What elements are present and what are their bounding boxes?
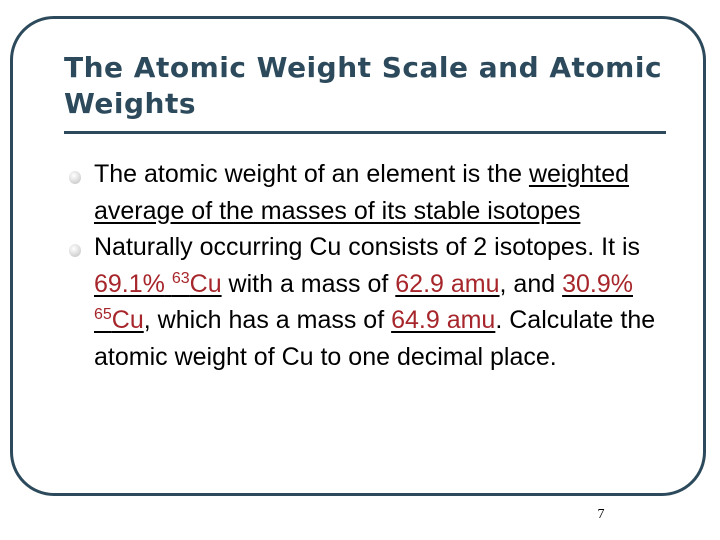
definition-text: The atomic weight of an element is the	[94, 160, 529, 188]
bullet-copper-isotopes	[66, 229, 666, 375]
bullet-icon	[69, 244, 81, 257]
bullet-list	[66, 156, 666, 375]
copper-text-mid3: , which has a mass of	[143, 306, 392, 334]
bullet-icon	[69, 171, 81, 184]
cu63-abundance: 69.1% $^{63}$Cu	[94, 269, 222, 298]
cu65-mass: 64.9 amu	[391, 306, 496, 334]
definition-underlined-text: weighted average of the masses of its stable isotopes	[94, 160, 630, 225]
cu63-mass: 62.9 amu	[395, 269, 500, 298]
slide-number: 7	[597, 507, 605, 522]
slide-title: The Atomic Weight Scale and Atomic Weights	[64, 51, 663, 120]
copper-text-mid2: , and	[499, 269, 563, 298]
cu65-abundance: 30.9% $^{65}$Cu	[94, 269, 633, 334]
bullet-atomic-weight-definition	[66, 156, 666, 229]
copper-text-outro: . Calculate the atomic weight of Cu to one decimal place.	[94, 306, 656, 371]
copper-text-mid1: with a mass of	[221, 269, 396, 298]
title-divider	[64, 131, 666, 134]
copper-intro-text: Naturally occurring Cu consists of 2 isotopes. It is	[94, 233, 641, 261]
